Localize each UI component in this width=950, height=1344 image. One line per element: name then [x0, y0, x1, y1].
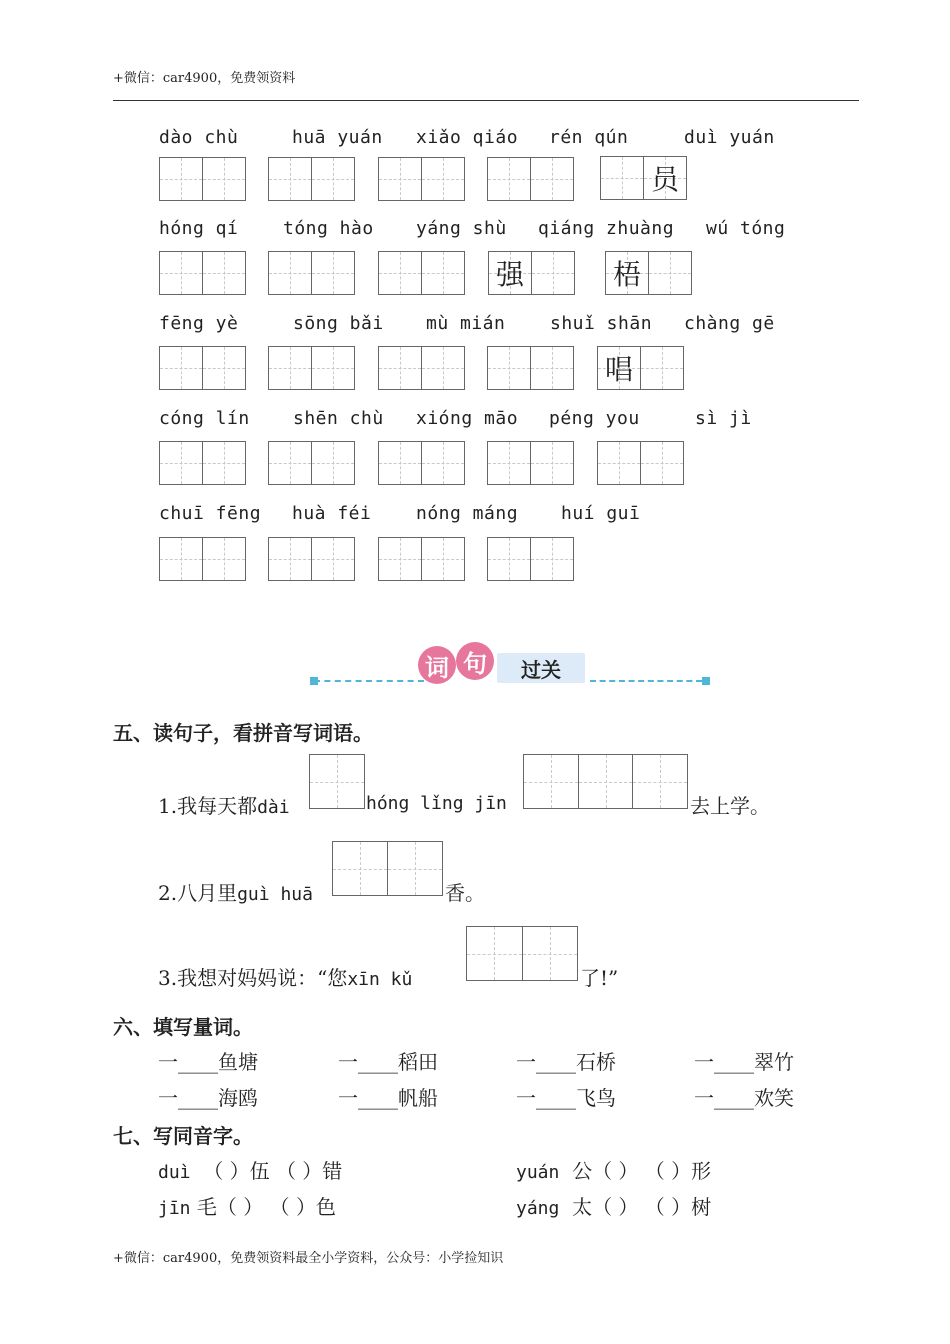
pinyin-label: chuī fēng — [159, 503, 262, 524]
writing-cell[interactable] — [422, 252, 464, 294]
sentence-3 — [158, 962, 412, 991]
prefilled-char — [488, 538, 530, 580]
prefilled-char: 梧 — [612, 258, 641, 291]
writing-cell[interactable] — [160, 252, 203, 294]
writing-box[interactable] — [487, 346, 574, 390]
pinyin-label: qiáng zhuàng — [538, 218, 675, 239]
prefilled-char — [203, 538, 245, 580]
header-text: +微信：car4900，免费领资料 — [113, 71, 296, 86]
prefilled-char — [203, 347, 245, 389]
writing-cell[interactable] — [598, 347, 641, 389]
prefilled-char — [312, 347, 354, 389]
writing-cell[interactable] — [312, 347, 354, 389]
writing-box[interactable] — [268, 537, 355, 581]
homophone-1a-pinyin: duì — [158, 1162, 191, 1183]
pinyin-label: huā yuán — [292, 127, 383, 148]
prefilled-char — [649, 252, 691, 294]
homophone-2b-text: 太（ ） （ ）树 — [572, 1195, 712, 1219]
banner-label: 过关 — [497, 653, 585, 683]
measure-word-item: 一____稻田 — [338, 1050, 438, 1074]
pinyin-label: chàng gē — [684, 313, 775, 334]
pinyin-label: yáng shù — [416, 218, 507, 239]
writing-box[interactable] — [597, 346, 684, 390]
writing-cell[interactable] — [598, 442, 641, 484]
homophone-2b — [516, 1191, 711, 1220]
writing-cell[interactable] — [488, 538, 531, 580]
s1-pinyin-2-wrap — [366, 790, 507, 814]
prefilled-char — [531, 442, 573, 484]
banner-square-left — [310, 677, 318, 685]
prefilled-char — [422, 347, 464, 389]
writing-cell[interactable] — [203, 252, 245, 294]
pinyin-label: tóng hào — [283, 218, 374, 239]
writing-cell[interactable] — [531, 347, 573, 389]
pinyin-label: shēn chù — [293, 408, 384, 429]
prefilled-char — [160, 347, 202, 389]
prefilled-char — [488, 442, 530, 484]
prefilled-char — [601, 157, 643, 199]
sentence-2 — [158, 877, 313, 906]
prefilled-char — [160, 538, 202, 580]
prefilled-char — [531, 347, 573, 389]
homophone-2a-text: 毛（ ） （ ）色 — [196, 1195, 336, 1219]
s2-suffix: 香。 — [445, 881, 485, 905]
prefilled-char — [312, 158, 354, 200]
pinyin-label: rén qún — [549, 127, 629, 148]
measure-word-item: 一____翠竹 — [694, 1050, 794, 1074]
writing-cell[interactable] — [160, 158, 203, 200]
prefilled-char — [379, 252, 421, 294]
banner-square-right — [702, 677, 710, 685]
s1-box-2[interactable] — [523, 754, 688, 809]
writing-box[interactable] — [268, 157, 355, 201]
prefilled-char — [203, 252, 245, 294]
s1-pinyin-2: hóng lǐng jīn — [366, 793, 507, 814]
homophone-1a-text: （ ）伍 （ ）错 — [203, 1159, 343, 1183]
writing-box[interactable] — [600, 156, 687, 200]
writing-cell[interactable] — [203, 442, 245, 484]
writing-cell[interactable] — [531, 158, 573, 200]
writing-cell[interactable] — [379, 252, 422, 294]
s2-pinyin: guì huā — [237, 884, 313, 905]
measure-word-item: 一____飞鸟 — [516, 1086, 616, 1110]
prefilled-char — [531, 538, 573, 580]
prefilled-char: 强 — [495, 258, 524, 291]
s1-prefix: 1.我每天都 — [158, 794, 258, 818]
writing-cell[interactable] — [532, 252, 574, 294]
prefilled-char — [598, 442, 640, 484]
prefilled-char — [379, 538, 421, 580]
writing-box[interactable] — [487, 157, 574, 201]
section7-title: 七、写同音字。 — [113, 1124, 253, 1148]
prefilled-char: 员 — [650, 163, 679, 196]
pinyin-label: wú tóng — [706, 218, 786, 239]
s3-box[interactable] — [466, 926, 578, 981]
section5-title: 五、读句子，看拼音写词语。 — [113, 721, 373, 745]
writing-cell[interactable] — [379, 442, 422, 484]
pinyin-label: xiǎo qiáo — [416, 127, 519, 148]
homophone-2a-pinyin: jīn — [158, 1198, 191, 1219]
writing-cell[interactable] — [312, 442, 354, 484]
prefilled-char — [488, 158, 530, 200]
writing-box[interactable] — [268, 251, 355, 295]
writing-cell[interactable] — [488, 442, 531, 484]
banner-circle-ju: 句 — [456, 642, 494, 680]
writing-cell[interactable] — [422, 538, 464, 580]
prefilled-char — [269, 538, 311, 580]
writing-cell[interactable] — [606, 252, 649, 294]
writing-box[interactable] — [378, 157, 465, 201]
pinyin-label: mù mián — [426, 313, 506, 334]
prefilled-char — [160, 158, 202, 200]
pinyin-label: huà féi — [292, 503, 372, 524]
writing-cell[interactable] — [160, 347, 203, 389]
writing-cell[interactable] — [422, 158, 464, 200]
prefilled-char — [422, 442, 464, 484]
writing-box[interactable] — [488, 251, 575, 295]
pinyin-label: huí guī — [561, 503, 641, 524]
writing-cell[interactable] — [379, 347, 422, 389]
banner-line-right — [590, 680, 702, 682]
writing-box[interactable] — [378, 346, 465, 390]
writing-cell[interactable] — [601, 157, 644, 199]
writing-cell[interactable] — [269, 538, 312, 580]
prefilled-char — [203, 158, 245, 200]
writing-cell[interactable] — [422, 347, 464, 389]
pinyin-label: dào chù — [159, 127, 239, 148]
writing-cell[interactable] — [489, 252, 532, 294]
writing-cell[interactable] — [203, 347, 245, 389]
pinyin-label: cóng lín — [159, 408, 250, 429]
writing-cell[interactable] — [269, 442, 312, 484]
writing-cell[interactable] — [644, 157, 686, 199]
writing-cell[interactable] — [641, 442, 683, 484]
prefilled-char — [269, 252, 311, 294]
prefilled-char: 唱 — [604, 353, 633, 386]
writing-cell[interactable] — [203, 158, 245, 200]
prefilled-char — [203, 442, 245, 484]
pinyin-label: nóng máng — [416, 503, 519, 524]
writing-cell[interactable] — [488, 347, 531, 389]
measure-word-item: 一____鱼塘 — [158, 1050, 258, 1074]
writing-box[interactable] — [378, 537, 465, 581]
writing-cell[interactable] — [649, 252, 691, 294]
banner-line-left — [314, 680, 424, 682]
s1-box-1[interactable] — [309, 754, 365, 809]
prefilled-char — [641, 442, 683, 484]
prefilled-char — [269, 158, 311, 200]
writing-box[interactable] — [605, 251, 692, 295]
prefilled-char — [379, 347, 421, 389]
prefilled-char — [160, 252, 202, 294]
writing-cell[interactable] — [269, 347, 312, 389]
writing-box[interactable] — [159, 537, 246, 581]
writing-box[interactable] — [268, 441, 355, 485]
writing-cell[interactable] — [312, 252, 354, 294]
banner-circle-ci: 词 — [418, 646, 456, 684]
writing-box[interactable] — [159, 441, 246, 485]
writing-box[interactable] — [159, 346, 246, 390]
prefilled-char — [641, 347, 683, 389]
s2-prefix: 2.八月里 — [158, 881, 238, 905]
writing-cell[interactable] — [422, 442, 464, 484]
measure-word-item: 一____海鸥 — [158, 1086, 258, 1110]
prefilled-char — [422, 158, 464, 200]
writing-cell[interactable] — [203, 538, 245, 580]
measure-word-item: 一____帆船 — [338, 1086, 438, 1110]
section6-title: 六、填写量词。 — [113, 1015, 253, 1039]
writing-cell[interactable] — [488, 158, 531, 200]
homophone-2a — [158, 1191, 336, 1220]
writing-box[interactable] — [487, 441, 574, 485]
writing-cell[interactable] — [379, 538, 422, 580]
homophone-1b-text: 公（ ） （ ）形 — [572, 1159, 712, 1183]
pinyin-label: fēng yè — [159, 313, 239, 334]
writing-cell[interactable] — [379, 158, 422, 200]
prefilled-char — [379, 442, 421, 484]
pinyin-label: sì jì — [695, 408, 752, 429]
measure-word-item: 一____石桥 — [516, 1050, 616, 1074]
s1-pinyin-1: dài — [257, 797, 290, 818]
writing-box[interactable] — [378, 251, 465, 295]
prefilled-char — [269, 347, 311, 389]
prefilled-char — [532, 252, 574, 294]
writing-box[interactable] — [159, 251, 246, 295]
prefilled-char — [422, 252, 464, 294]
prefilled-char — [160, 442, 202, 484]
writing-box[interactable] — [268, 346, 355, 390]
writing-cell[interactable] — [312, 158, 354, 200]
writing-cell[interactable] — [531, 538, 573, 580]
homophone-1a — [158, 1155, 342, 1184]
measure-word-item: 一____欢笑 — [694, 1086, 794, 1110]
pinyin-label: xióng māo — [416, 408, 519, 429]
pinyin-label: sōng bǎi — [293, 313, 384, 334]
homophone-2b-pinyin: yáng — [516, 1198, 560, 1219]
prefilled-char — [312, 252, 354, 294]
pinyin-label: hóng qí — [159, 218, 239, 239]
homophone-1b — [516, 1155, 711, 1184]
writing-cell[interactable] — [531, 442, 573, 484]
writing-box[interactable] — [378, 441, 465, 485]
writing-cell[interactable] — [269, 252, 312, 294]
prefilled-char — [269, 442, 311, 484]
writing-box[interactable] — [159, 157, 246, 201]
writing-cell[interactable] — [160, 442, 203, 484]
header-divider — [113, 100, 859, 101]
pinyin-label: duì yuán — [684, 127, 775, 148]
prefilled-char — [422, 538, 464, 580]
s3-suffix: 了!” — [580, 966, 619, 990]
s1-suffix: 去上学。 — [690, 794, 770, 818]
prefilled-char — [312, 442, 354, 484]
s3-pinyin: xīn kǔ — [347, 969, 413, 990]
writing-cell[interactable] — [641, 347, 683, 389]
sentence-1 — [158, 790, 290, 819]
prefilled-char — [488, 347, 530, 389]
prefilled-char — [312, 538, 354, 580]
prefilled-char — [379, 158, 421, 200]
writing-cell[interactable] — [160, 538, 203, 580]
writing-cell[interactable] — [312, 538, 354, 580]
footer-text: +微信：car4900，免费领资料最全小学资料，公众号：小学捡知识 — [113, 1251, 504, 1266]
writing-box[interactable] — [597, 441, 684, 485]
s2-box[interactable] — [332, 841, 443, 896]
s3-prefix: 3.我想对妈妈说：“您 — [158, 966, 348, 990]
writing-cell[interactable] — [269, 158, 312, 200]
homophone-1b-pinyin: yuán — [516, 1162, 560, 1183]
prefilled-char — [531, 158, 573, 200]
pinyin-label: péng you — [549, 408, 640, 429]
writing-box[interactable] — [487, 537, 574, 581]
pinyin-label: shuǐ shān — [550, 313, 653, 334]
